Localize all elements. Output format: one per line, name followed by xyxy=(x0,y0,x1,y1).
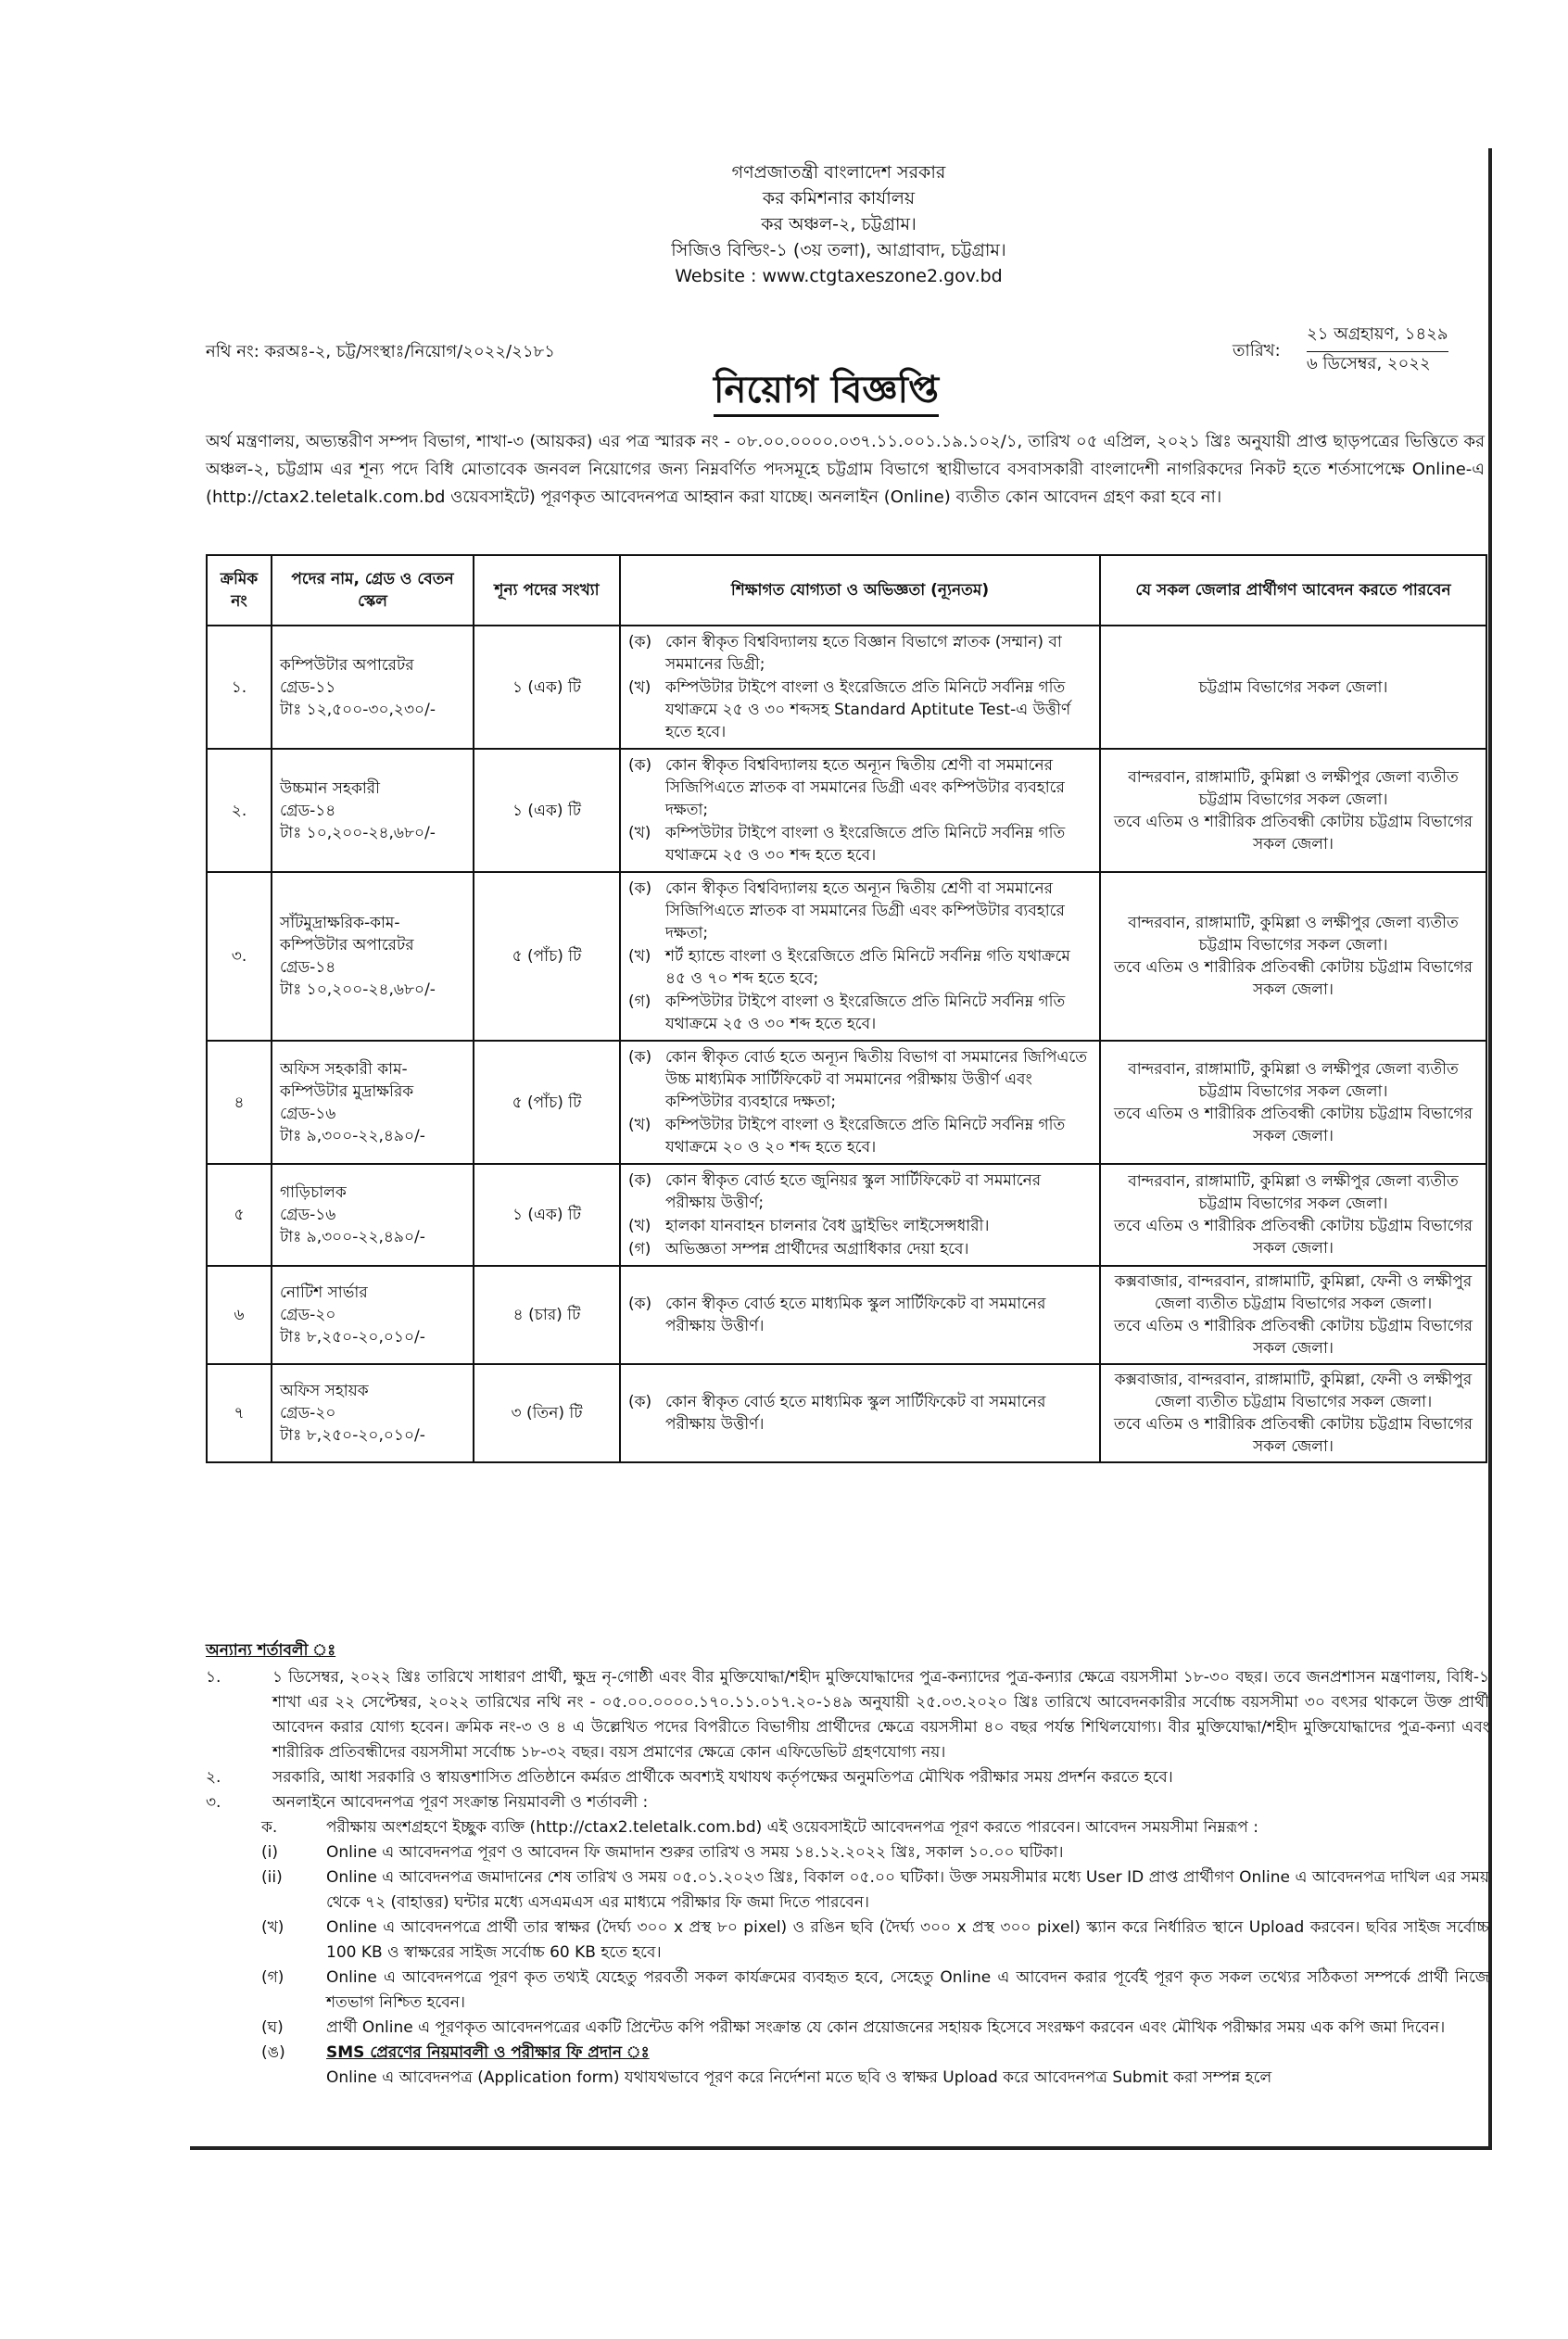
qualification-marker: (ক) xyxy=(628,1295,652,1313)
row-vacancy: ৫ (পাঁচ) টি xyxy=(474,1041,620,1164)
qualification-item xyxy=(628,1170,1092,1214)
row-districts xyxy=(1100,1164,1486,1266)
term-sub-marker: ক. xyxy=(261,1818,278,1837)
term-sub-item xyxy=(261,1815,1489,1840)
qualification-item xyxy=(628,945,1092,990)
qualification-text: কোন স্বীকৃত বোর্ড হতে মাধ্যমিক স্কুল সার্টিফিকেট বা সমমানের পরীক্ষায় উত্তীর্ণ। xyxy=(665,1295,1046,1335)
date-label: তারিখ: xyxy=(1233,341,1281,360)
table-row xyxy=(207,1164,1486,1266)
district-line: তবে এতিম ও শারীরিক প্রতিবন্ধী কোটায় চট্টগ্রাম বিভাগের সকল জেলা। xyxy=(1114,812,1473,853)
row-vacancy: ৫ (পাঁচ) টি xyxy=(474,872,620,1041)
post-scale: টাঃ ১২,৫০০-৩০,২৩০/- xyxy=(280,700,436,719)
office-header xyxy=(190,159,1487,289)
row-qualification xyxy=(620,1364,1100,1462)
district-line: বান্দরবান, রাঙ্গামাটি, কুমিল্লা ও লক্ষীপুর জেলা ব্যতীত চট্টগ্রাম বিভাগের সকল জেলা। xyxy=(1128,914,1459,955)
col-header-post: পদের নাম, গ্রেড ও বেতন স্কেল xyxy=(272,555,474,626)
qualification-text: কোন স্বীকৃত বোর্ড হতে অন্যূন দ্বিতীয় বিভাগ বা সমমানের জিপিএতে উচ্চ মাধ্যমিক সার্টিফিকেট বা সমমানের পরীক্ষায় উত্তীর্ণ এবং কম্পিউটার ব্যবহারে দক্ষতা; xyxy=(665,1048,1088,1111)
header-zone: কর অঞ্চল-২, চট্টগ্রাম। xyxy=(761,214,917,234)
row-serial: ৭ xyxy=(207,1364,272,1462)
qualification-item xyxy=(628,676,1092,743)
district-line: কক্সবাজার, বান্দরবান, রাঙ্গামাটি, কুমিল্লা, ফেনী ও লক্ষীপুর জেলা ব্যতীত চট্টগ্রাম বিভাগের সকল জেলা। xyxy=(1114,1272,1473,1313)
post-scale: টাঃ ১০,২০০-২৪,৬৮০/- xyxy=(280,980,436,999)
post-grade: গ্রেড-১৬ xyxy=(280,1206,336,1224)
notice-title: নিয়োগ বিজ্ঞপ্তি xyxy=(714,366,939,417)
post-scale: টাঃ ৯,৩০০-২২,৪৯০/- xyxy=(280,1126,425,1145)
qualification-item xyxy=(628,991,1092,1035)
row-post xyxy=(272,1041,474,1164)
row-qualification xyxy=(620,749,1100,872)
memo-number: নথি নং: করঅঃ-২, চট্ট/সংস্থাঃ/নিয়োগ/২০২২/২১৮১ xyxy=(206,342,555,361)
qualification-text: কোন স্বীকৃত বোর্ড হতে মাধ্যমিক স্কুল সার্টিফিকেট বা সমমানের পরীক্ষায় উত্তীর্ণ। xyxy=(665,1393,1046,1434)
row-serial: ২. xyxy=(207,749,272,872)
row-serial: ৫ xyxy=(207,1164,272,1266)
post-post: উচ্চমান সহকারী xyxy=(280,778,381,798)
post-grade: গ্রেড-১৪ xyxy=(280,958,336,977)
row-serial: ৪ xyxy=(207,1041,272,1164)
row-vacancy: ৪ (চার) টি xyxy=(474,1266,620,1364)
district-line: তবে এতিম ও শারীরিক প্রতিবন্ধী কোটায় চট্টগ্রাম বিভাগের সকল জেলা। xyxy=(1114,1317,1473,1358)
post-scale: টাঃ ৯,৩০০-২২,৪৯০/- xyxy=(280,1228,425,1246)
term-sub-marker: (i) xyxy=(261,1843,278,1862)
row-post xyxy=(272,1164,474,1266)
term-sub-marker: (ঘ) xyxy=(261,2018,284,2037)
row-vacancy: ৩ (তিন) টি xyxy=(474,1364,620,1462)
qualification-item xyxy=(628,631,1092,676)
table-row xyxy=(207,1364,1486,1462)
post-post: কম্পিউটার অপারেটর xyxy=(280,655,414,675)
post-scale: টাঃ ৮,২৫০-২০,০১০/- xyxy=(280,1328,425,1347)
term-item xyxy=(206,1790,1489,1815)
term-item xyxy=(206,1665,1489,1765)
term-sub-text: Online এ আবেদনপত্রে প্রার্থী তার স্বাক্ষর (দৈর্ঘ্য ৩০০ x প্রস্থ ৮০ pixel) ও রঙিন ছবি (দৈর্ঘ্য ৩০০ x প্রস্থ ৩০০ pixel) স্ক্যান করে নির্ধারিত স্থানে Upload করবেন। ছবির সাইজ সর্বোচ্চ 100 KB ও স্বাক্ষরের সাইজ সর্বোচ্চ 60 KB হতে হবে। xyxy=(326,1918,1489,1962)
row-qualification xyxy=(620,1164,1100,1266)
post-grade: গ্রেড-২০ xyxy=(280,1306,336,1324)
row-serial: ১. xyxy=(207,626,272,749)
term-sub-marker: (ii) xyxy=(261,1868,283,1887)
qualification-text: হালকা যানবাহন চালনার বৈধ ড্রাইভিং লাইসেন্সধারী। xyxy=(665,1217,990,1235)
col-header-districts: যে সকল জেলার প্রার্থীগণ আবেদন করতে পারবেন xyxy=(1100,555,1486,626)
date-english: ৬ ডিসেম্বর, ২০২২ xyxy=(1307,354,1431,373)
term-number: ১. xyxy=(206,1668,221,1687)
table-row xyxy=(207,1266,1486,1364)
row-qualification xyxy=(620,1041,1100,1164)
header-office: কর কমিশনার কার্যালয় xyxy=(762,188,916,209)
table-row xyxy=(207,872,1486,1041)
qualification-text: কোন স্বীকৃত বিশ্ববিদ্যালয় হতে অন্যূন দ্বিতীয় শ্রেণী বা সমমানের সিজিপিএতে স্নাতক বা সমমানের ডিগ্রী এবং কম্পিউটার ব্যবহারে দক্ষতা; xyxy=(665,756,1065,819)
district-line: বান্দরবান, রাঙ্গামাটি, কুমিল্লা ও লক্ষীপুর জেলা ব্যতীত চট্টগ্রাম বিভাগের সকল জেলা। xyxy=(1128,1059,1459,1101)
post-grade: গ্রেড-১১ xyxy=(280,677,336,697)
district-line: তবে এতিম ও শারীরিক প্রতিবন্ধী কোটায় চট্টগ্রাম বিভাগের সকল জেলা। xyxy=(1114,1217,1473,1258)
row-districts xyxy=(1100,749,1486,872)
qualification-marker: (খ) xyxy=(628,1116,651,1134)
row-qualification xyxy=(620,626,1100,749)
terms-heading: অন্যান্য শর্তাবলী ঃ xyxy=(206,1641,336,1660)
row-post xyxy=(272,872,474,1041)
qualification-marker: (খ) xyxy=(628,824,651,842)
term-sub-item xyxy=(261,1966,1489,2016)
term-sub-text: Online এ আবেদনপত্র পূরণ ও আবেদন ফি জমাদান শুরুর তারিখ ও সময় ১৪.১২.২০২২ খ্রিঃ, সকাল ১০.০০ ঘটিকা। xyxy=(326,1843,1064,1862)
post-grade: গ্রেড-১৪ xyxy=(280,801,336,820)
district-line: চট্টগ্রাম বিভাগের সকল জেলা। xyxy=(1198,677,1388,697)
col-header-qualification: শিক্ষাগত যোগ্যতা ও অভিজ্ঞতা (ন্যূনতম) xyxy=(620,555,1100,626)
table-header-row xyxy=(207,555,1486,626)
term-sub-text: Online এ আবেদনপত্র জমাদানের শেষ তারিখ ও সময় ০৫.০১.২০২৩ খ্রিঃ, বিকাল ০৫.০০ ঘটিকা। উক্ত সময়সীমার মধ্যে User ID প্রাপ্ত প্রার্থীগণ Online এ আবেদনপত্র দাখিল এর সময় থেকে ৭২ (বাহাত্তর) ঘন্টার মধ্যে এসএমএস এর মাধ্যমে পরীক্ষার ফি জমা দিতে পারবেন। xyxy=(326,1868,1489,1912)
post-post: নোটিশ সার্ভার xyxy=(280,1283,368,1302)
row-serial: ৩. xyxy=(207,872,272,1041)
qualification-marker: (ক) xyxy=(628,1393,652,1411)
row-serial: ৬ xyxy=(207,1266,272,1364)
qualification-item xyxy=(628,1391,1092,1435)
row-vacancy: ১ (এক) টি xyxy=(474,749,620,872)
intro-paragraph: অর্থ মন্ত্রণালয়, অভ্যন্তরীণ সম্পদ বিভাগ, শাখা-৩ (আয়কর) এর পত্র স্মারক নং - ০৮.০০.০০০০.০৩৭.১১.০০১.১৯.১০২/১, তারিখ ০৫ এপ্রিল, ২০২১ খ্রিঃ অনুযায়ী প্রাপ্ত ছাড়পত্রের ভিত্তিতে কর অঞ্চল-২, চট্টগ্রাম এর শূন্য পদে বিধি মোতাবেক জনবল নিয়োগের জন্য নিম্নবর্ণিত পদসমূহে চট্টগ্রাম বিভাগে স্থায়ীভাবে বসবাসকারী বাংলাদেশী নাগরিকদের নিকট হতে শর্তসাপেক্ষে Online-এ (http://ctax2.teletalk.com.bd ওয়েবসাইটে) পূরণকৃত আবেদনপত্র আহ্বান করা যাচ্ছে। অনলাইন (Online) ব্যতীত কোন আবেদন গ্রহণ করা হবে না। xyxy=(206,432,1485,507)
term-sub-marker: (গ) xyxy=(261,1968,285,1987)
row-qualification xyxy=(620,1266,1100,1364)
term-sub-item xyxy=(261,2016,1489,2041)
qualification-text: কম্পিউটার টাইপে বাংলা ও ইংরেজিতে প্রতি মিনিটে সর্বনিম্ন গতি যথাক্রমে ২৫ ও ৩০ শব্দ হতে হবে। xyxy=(665,824,1066,865)
qualification-item xyxy=(628,1114,1092,1158)
col-header-vacancy: শূন্য পদের সংখ্যা xyxy=(474,555,620,626)
post-post: সাঁটমুদ্রাক্ষরিক-কাম-কম্পিউটার অপারেটর xyxy=(280,914,414,955)
qualification-item xyxy=(628,1293,1092,1337)
qualification-item xyxy=(628,1238,1092,1260)
qualification-marker: (খ) xyxy=(628,947,651,966)
district-line: কক্সবাজার, বান্দরবান, রাঙ্গামাটি, কুমিল্লা, ফেনী ও লক্ষীপুর জেলা ব্যতীত চট্টগ্রাম বিভাগের সকল জেলা। xyxy=(1114,1371,1473,1411)
sms-heading: SMS প্রেরণের নিয়মাবলী ও পরীক্ষার ফি প্রদান ঃ xyxy=(326,2043,650,2062)
vacancy-table xyxy=(206,554,1487,1463)
term-number: ৩. xyxy=(206,1793,221,1812)
row-districts xyxy=(1100,1266,1486,1364)
term-text: ১ ডিসেম্বর, ২০২২ খ্রিঃ তারিখে সাধারণ প্রার্থী, ক্ষুদ্র নৃ-গোষ্ঠী এবং বীর মুক্তিযোদ্ধা/শহীদ মুক্তিযোদ্ধাদের পুত্র-কন্যাদের পুত্র-কন্যার ক্ষেত্রে বয়সসীমা ১৮-৩০ বছর। তবে জনপ্রশাসন মন্ত্রণালয়, বিধি-১ শাখা এর ২২ সেপ্টেম্বর, ২০২২ তারিখের নথি নং - ০৫.০০.০০০০.১৭০.১১.০১৭.২০-১৪৯ অনুযায়ী ২৫.০৩.২০২০ খ্রিঃ তারিখে আবেদনকারীর সর্বোচ্চ বয়সসীমা ৩০ বৎসর থাকলে উক্ত প্রার্থী আবেদন করার যোগ্য হবেন। ক্রমিক নং-৩ ও ৪ এ উল্লেখিত পদের বিপরীতে বিভাগীয় প্রার্থীদের ক্ষেত্রে বয়সসীমা ৪০ বছর পর্যন্ত শিথিলযোগ্য। বীর মুক্তিযোদ্ধা/শহীদ মুক্তিযোদ্ধাদের পুত্র-কন্যা এবং শারীরিক প্রতিবন্ধীদের বয়সসীমা সর্বোচ্চ ১৮-৩২ বছর। বয়স প্রমাণের ক্ষেত্রে কোন এফিডেভিট গ্রহণযোগ্য নয়। xyxy=(272,1668,1489,1762)
qualification-marker: (গ) xyxy=(628,1240,651,1258)
term-number: ২. xyxy=(206,1768,221,1787)
row-vacancy: ১ (এক) টি xyxy=(474,626,620,749)
qualification-marker: (খ) xyxy=(628,1217,651,1235)
post-scale: টাঃ ৮,২৫০-২০,০১০/- xyxy=(280,1426,425,1445)
district-line: তবে এতিম ও শারীরিক প্রতিবন্ধী কোটায় চট্টগ্রাম বিভাগের সকল জেলা। xyxy=(1114,1415,1473,1456)
sms-text: Online এ আবেদনপত্র (Application form) যথাযথভাবে পূরণ করে নির্দেশনা মতে ছবি ও স্বাক্ষর Upload করে আবেদনপত্র Submit করা সম্পন্ন হলে xyxy=(326,2068,1272,2087)
row-post xyxy=(272,1364,474,1462)
qualification-item xyxy=(628,878,1092,944)
row-districts xyxy=(1100,1364,1486,1462)
table-row xyxy=(207,749,1486,872)
qualification-item xyxy=(628,822,1092,866)
qualification-text: অভিজ্ঞতা সম্পন্ন প্রার্থীদের অগ্রাধিকার দেয়া হবে। xyxy=(665,1240,969,1258)
district-line: বান্দরবান, রাঙ্গামাটি, কুমিল্লা ও লক্ষীপুর জেলা ব্যতীত চট্টগ্রাম বিভাগের সকল জেলা। xyxy=(1128,1172,1459,1213)
qualification-marker: (ক) xyxy=(628,1171,652,1190)
row-post xyxy=(272,749,474,872)
sms-instructions xyxy=(261,2041,1489,2091)
term-sub-item xyxy=(261,1865,1489,1915)
district-line: তবে এতিম ও শারীরিক প্রতিবন্ধী কোটায় চট্টগ্রাম বিভাগের সকল জেলা। xyxy=(1114,1104,1473,1145)
qualification-text: কম্পিউটার টাইপে বাংলা ও ইংরেজিতে প্রতি মিনিটে সর্বনিম্ন গতি যথাক্রমে ২৫ ও ৩০ শব্দ হতে হবে। xyxy=(665,992,1066,1033)
term-text: সরকারি, আধা সরকারি ও স্বায়ত্তশাসিত প্রতিষ্ঠানে কর্মরত প্রার্থীকে অবশ্যই যথাযথ কর্তৃপক্ষের অনুমতিপত্র মৌখিক পরীক্ষার সময় প্রদর্শন করতে হবে। xyxy=(272,1768,1173,1787)
qualification-text: শর্ট হ্যান্ডে বাংলা ও ইংরেজিতে প্রতি মিনিটে সর্বনিম্ন গতি যথাক্রমে ৪৫ ও ৭০ শব্দ হতে হবে; xyxy=(665,947,1070,988)
post-post: অফিস সহকারী কাম-কম্পিউটার মুদ্রাক্ষরিক xyxy=(280,1059,414,1101)
row-qualification xyxy=(620,872,1100,1041)
qualification-text: কোন স্বীকৃত বোর্ড হতে জুনিয়র স্কুল সার্টিফিকেট বা সমমানের পরীক্ষায় উত্তীর্ণ; xyxy=(665,1171,1042,1212)
qualification-marker: (ক) xyxy=(628,756,652,775)
table-row xyxy=(207,626,1486,749)
qualification-text: কোন স্বীকৃত বিশ্ববিদ্যালয় হতে বিজ্ঞান বিভাগে স্নাতক (সম্মান) বা সমমানের ডিগ্রী; xyxy=(665,633,1062,674)
qualification-item xyxy=(628,1046,1092,1113)
col-header-serial: ক্রমিক নং xyxy=(207,555,272,626)
row-districts xyxy=(1100,626,1486,749)
district-line: তবে এতিম ও শারীরিক প্রতিবন্ধী কোটায় চট্টগ্রাম বিভাগের সকল জেলা। xyxy=(1114,958,1473,999)
date-bangla: ২১ অগ্রহায়ণ, ১৪২৯ xyxy=(1307,321,1448,352)
post-scale: টাঃ ১০,২০০-২৪,৬৮০/- xyxy=(280,823,436,842)
term-item xyxy=(206,1765,1489,1790)
row-districts xyxy=(1100,1041,1486,1164)
row-post xyxy=(272,626,474,749)
qualification-marker: (খ) xyxy=(628,678,651,697)
header-government: গণপ্রজাতন্ত্রী বাংলাদেশ সরকার xyxy=(731,162,946,183)
term-sub-item xyxy=(261,1840,1489,1865)
qualification-text: কম্পিউটার টাইপে বাংলা ও ইংরেজিতে প্রতি মিনিটে সর্বনিম্ন গতি যথাক্রমে ২৫ ও ৩০ শব্দসহ Standard Aptitute Test-এ উত্তীর্ণ হতে হবে। xyxy=(665,678,1071,741)
row-post xyxy=(272,1266,474,1364)
header-website: Website : www.ctgtaxeszone2.gov.bd xyxy=(675,266,1003,286)
post-post: গাড়িচালক xyxy=(280,1183,347,1202)
qualification-marker: (ক) xyxy=(628,633,652,651)
term-sub-marker: (খ) xyxy=(261,1918,285,1937)
district-line: বান্দরবান, রাঙ্গামাটি, কুমিল্লা ও লক্ষীপুর জেলা ব্যতীত চট্টগ্রাম বিভাগের সকল জেলা। xyxy=(1128,767,1459,809)
qualification-marker: (ক) xyxy=(628,879,652,898)
term-sub-text: পরীক্ষায় অংশগ্রহণে ইচ্ছুক ব্যক্তি (http://ctax2.teletalk.com.bd) এই ওয়েবসাইটে আবেদনপত্র পূরণ করতে পারবেন। আবেদন সময়সীমা নিম্নরূপ : xyxy=(326,1818,1258,1837)
row-vacancy: ১ (এক) টি xyxy=(474,1164,620,1266)
post-grade: গ্রেড-২০ xyxy=(280,1404,336,1422)
term-text: অনলাইনে আবেদনপত্র পূরণ সংক্রান্ত নিয়মাবলী ও শর্তাবলী : xyxy=(272,1793,649,1812)
term-sub-text: Online এ আবেদনপত্রে পূরণ কৃত তথ্যই যেহেতু পরবর্তী সকল কার্যক্রমের ব্যবহৃত হবে, সেহেতু Online এ আবেদন করার পূর্বেই পূরণ কৃত সকল তথ্যের সঠিকতা সম্পর্কে প্রার্থী নিজে শতভাগ নিশ্চিত হবেন। xyxy=(326,1968,1489,2012)
row-districts xyxy=(1100,872,1486,1041)
table-row xyxy=(207,1041,1486,1164)
post-grade: গ্রেড-১৬ xyxy=(280,1104,336,1123)
qualification-item xyxy=(628,754,1092,821)
term-sub-text: প্রার্থী Online এ পূরণকৃত আবেদনপত্রের একটি প্রিন্টেড কপি পরীক্ষা সংক্রান্ত যে কোন প্রয়োজনের সহায়ক হিসেবে সংরক্ষণ করবেন এবং মৌখিক পরীক্ষার সময় এক কপি জমা দিবেন। xyxy=(326,2018,1446,2037)
qualification-item xyxy=(628,1215,1092,1237)
header-address: সিজিও বিল্ডিং-১ (৩য় তলা), আগ্রাবাদ, চট্টগ্রাম। xyxy=(671,240,1006,260)
other-terms xyxy=(206,1638,1489,2091)
qualification-marker: (ক) xyxy=(628,1048,652,1067)
qualification-marker: (গ) xyxy=(628,992,651,1011)
term-sub-item xyxy=(261,1915,1489,1966)
post-post: অফিস সহায়ক xyxy=(280,1382,369,1400)
sms-marker: (ঙ) xyxy=(261,2043,285,2062)
qualification-text: কোন স্বীকৃত বিশ্ববিদ্যালয় হতে অন্যূন দ্বিতীয় শ্রেণী বা সমমানের সিজিপিএতে স্নাতক বা সমমানের ডিগ্রী এবং কম্পিউটার ব্যবহারে দক্ষতা; xyxy=(665,879,1065,942)
qualification-text: কম্পিউটার টাইপে বাংলা ও ইংরেজিতে প্রতি মিনিটে সর্বনিম্ন গতি যথাক্রমে ২০ ও ২০ শব্দ হতে হবে। xyxy=(665,1116,1066,1157)
